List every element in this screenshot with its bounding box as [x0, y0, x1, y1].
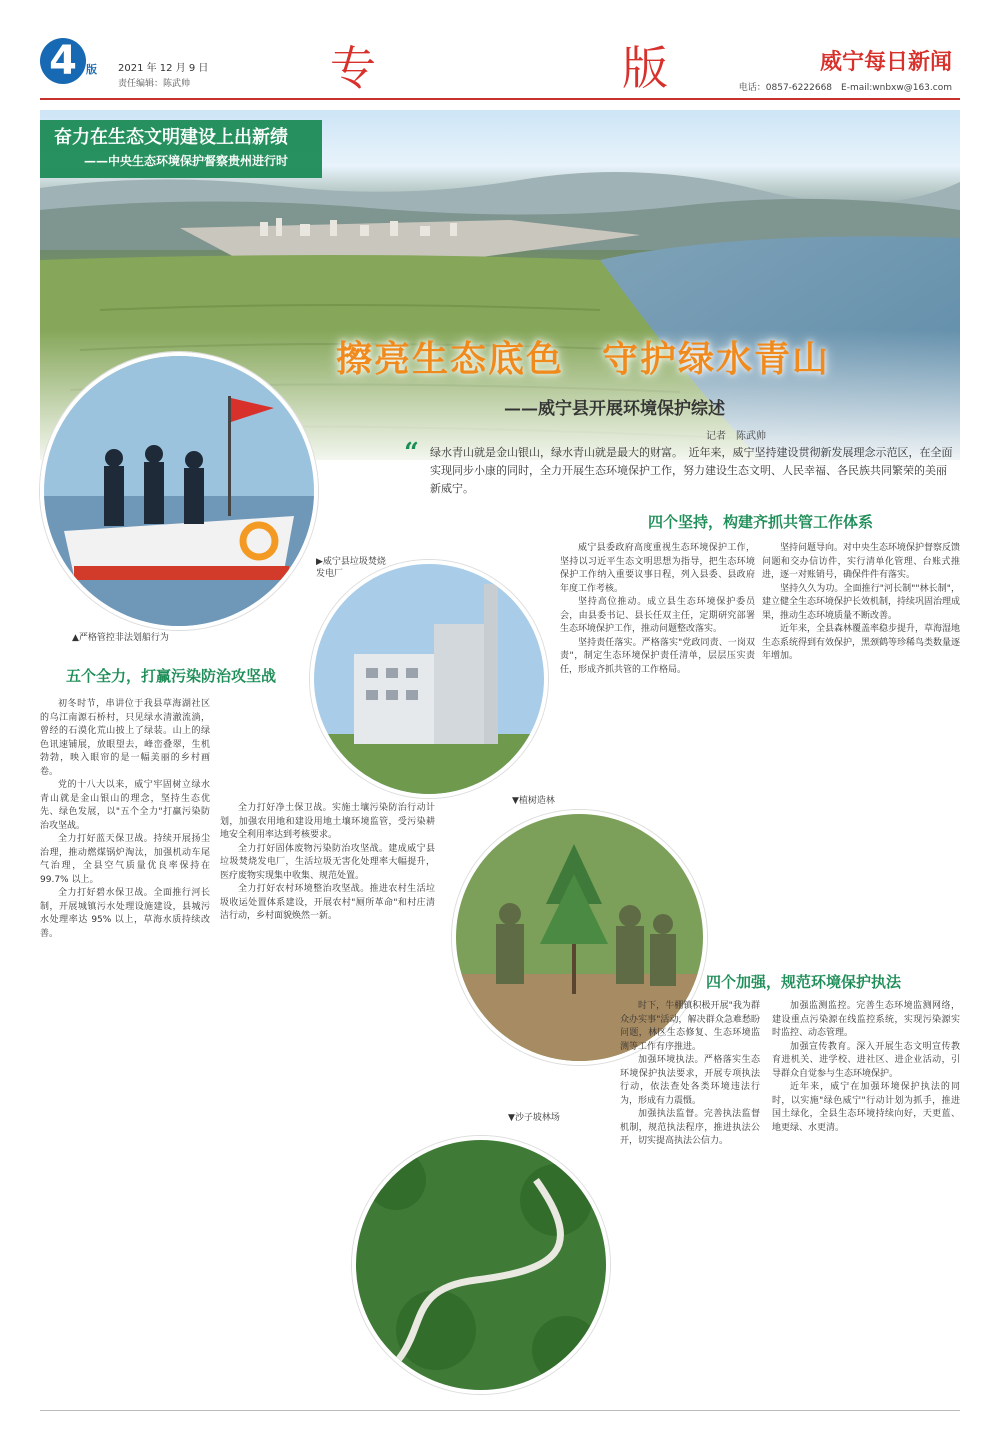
paragraph: 时下，牛棚镇积极开展"我为群众办实事"活动，解决群众急难愁盼问题，林区生态修复、生态环境监测等工作有序推进。 [620, 1001, 760, 1052]
power-plant-photo [310, 560, 548, 798]
plant-photo-caption: ▶威宁县垃圾焚烧发电厂 [316, 557, 386, 579]
paragraph: 初冬时节，串讲位于我县草海湖社区的乌江南源石桥村，只见绿水清澈流淌，曾经的石漠化荒山披上了绿装。山上的绿色讯速铺展，放眼望去，峰峦叠翠，生机勃勃，映入眼帘的是一幅美丽的乡村画卷。 [40, 699, 210, 777]
article-headline: 擦亮生态底色 守护绿水青山 [336, 339, 831, 380]
paragraph: 坚持高位推动。成立县生态环境保护委员会，由县委书记、县长任双主任，定期研究部署生态环境保护工作，推动问题整改落实。 [560, 597, 755, 634]
paragraph: 坚持责任落实。严格落实"党政同责、一岗双责"，制定生态环境保护责任清单，层层压实责任，形成齐抓共管的工作格局。 [560, 637, 755, 675]
paragraph: 近年来，全县森林覆盖率稳步提升，草海湿地生态系统得到有效保护，黑颈鹤等珍稀鸟类数量逐年增加。 [762, 624, 960, 661]
section-title-char-2: 版 [622, 41, 670, 95]
masthead-rule [40, 98, 960, 100]
forest-farm-illustration [356, 1140, 606, 1390]
park-photo-caption: ▼沙子坡林场 [508, 1113, 560, 1123]
paragraph: 加强环境执法。严格落实生态环境保护执法要求，开展专项执法行动，依法查处各类环境违法行为，形成有力震慑。 [620, 1055, 760, 1106]
section-heading-3: 四个加强，规范环境保护执法 [706, 973, 902, 991]
paragraph: 加强执法监督。完善执法监督机制，规范执法程序，推进执法公开，切实提高执法公信力。 [620, 1109, 760, 1146]
section-title [330, 42, 670, 94]
paragraph: 全力打好净土保卫战。实施土壤污染防治行动计划，加强农用地和建设用地土壤环境监管，受污染耕地安全利用率达到考核要求。 [220, 803, 435, 840]
article-byline: 记者 陈武帅 [706, 431, 766, 442]
section-3-column-1 [620, 1000, 760, 1396]
paragraph: 全力打好农村环境整治攻坚战。推进农村生活垃圾收运处置体系建设，开展农村"厕所革命"和村庄清洁行动，乡村面貌焕然一新。 [220, 884, 435, 921]
paragraph: 加强监测监控。完善生态环境监测网络，建设重点污染源在线监控系统，实现污染源实时监控、动态管理。 [772, 1001, 960, 1038]
footer-rule [40, 1410, 960, 1411]
paragraph: 全力打好固体废物污染防治攻坚战。建成威宁县垃圾焚烧发电厂，生活垃圾无害化处理率大幅提升，医疗废物实现集中收集、规范处置。 [220, 843, 435, 881]
contact-line: 电话：0857-6222668 E-mail:wnbxw@163.com [738, 83, 952, 93]
section-heading-1: 五个全力，打赢污染防治攻坚战 [66, 667, 277, 685]
paragraph: 加强宣传教育。深入开展生态文明宣传教育进机关、进学校、进社区、进企业活动，引导群众自觉参与生态环境保护。 [772, 1041, 960, 1079]
paragraph: 威宁县委政府高度重视生态环境保护工作，坚持以习近平生态文明思想为指导，把生态环境保护工作纳入重要议事日程，列入县委、县政府年度工作考核。 [560, 543, 755, 594]
power-plant-illustration [314, 564, 544, 794]
paragraph: 坚持久久为功。全面推行"河长制""林长制"，建立健全生态环境保护长效机制，持续巩固治理成果，推动生态环境质量不断改善。 [762, 583, 960, 621]
quote-mark-icon: “ [404, 438, 419, 468]
banner-subtitle: ——中央生态环境保护督察贵州进行时 [84, 154, 289, 168]
article-subheadline: ——威宁县开展环境保护综述 [504, 399, 725, 419]
boat-photo-caption: ▲严格管控非法划船行为 [72, 633, 169, 643]
section-title-char-1: 专 [330, 41, 378, 95]
section-3-column-2 [772, 1000, 960, 1396]
paragraph: 党的十八大以来，威宁牢固树立绿水青山就是金山银山的理念，坚持生态优先、绿色发展，以"五个全力"打赢污染防治攻坚战。 [40, 780, 210, 831]
section-1-column-1 [40, 698, 210, 1398]
page-suffix: 版 [86, 63, 97, 76]
section-1-column-2 [220, 802, 435, 1132]
paragraph: 全力打好蓝天保卫战。持续开展扬尘治理，推动燃煤锅炉淘汰，加强机动车尾气治理，全县空气质量优良率保持在 99.7% 以上。 [40, 834, 210, 885]
column-banner [40, 120, 322, 178]
paragraph: 全力打好碧水保卫战。全面推行河长制，开展城镇污水处理设施建设，县城污水处理率达 95% 以上，草海水质持续改善。 [40, 888, 210, 939]
article-intro: 绿水青山就是金山银山，绿水青山就是最大的财富。 近年来，威宁坚持建设贯彻新发展理念示范区，在全面实现同步小康的同时，全力开展生态环境保护工作，努力建设生态文明、人民幸福、各民族共同繁荣的美丽新威宁。 [430, 446, 953, 495]
editor-line: 责任编辑：陈武帅 [118, 79, 191, 89]
paragraph: 近年来，威宁在加强环境保护执法的同时，以实施"绿色威宁"行动计划为抓手，推进国土绿化，全县生态环境持续向好，天更蓝、地更绿、水更清。 [772, 1082, 960, 1133]
tree-photo-caption: ▼植树造林 [512, 796, 555, 806]
banner-title: 奋力在生态文明建设上出新绩 [54, 127, 288, 148]
section-2-column-2 [762, 542, 960, 962]
boat-patrol-photo [40, 352, 318, 630]
issue-date: 2021 年 12 月 9 日 [118, 63, 209, 74]
forest-farm-photo [352, 1136, 610, 1394]
boat-patrol-illustration [44, 356, 314, 626]
paragraph: 坚持问题导向。对中央生态环境保护督察反馈问题和交办信访件，实行清单化管理、台账式推进，逐一对账销号，确保件件有落实。 [762, 543, 960, 580]
section-2-column-1 [560, 542, 755, 802]
newspaper-name: 威宁每日新闻 [819, 49, 952, 75]
section-heading-2: 四个坚持，构建齐抓共管工作体系 [648, 513, 874, 531]
page-number-badge: 4 [40, 38, 86, 84]
